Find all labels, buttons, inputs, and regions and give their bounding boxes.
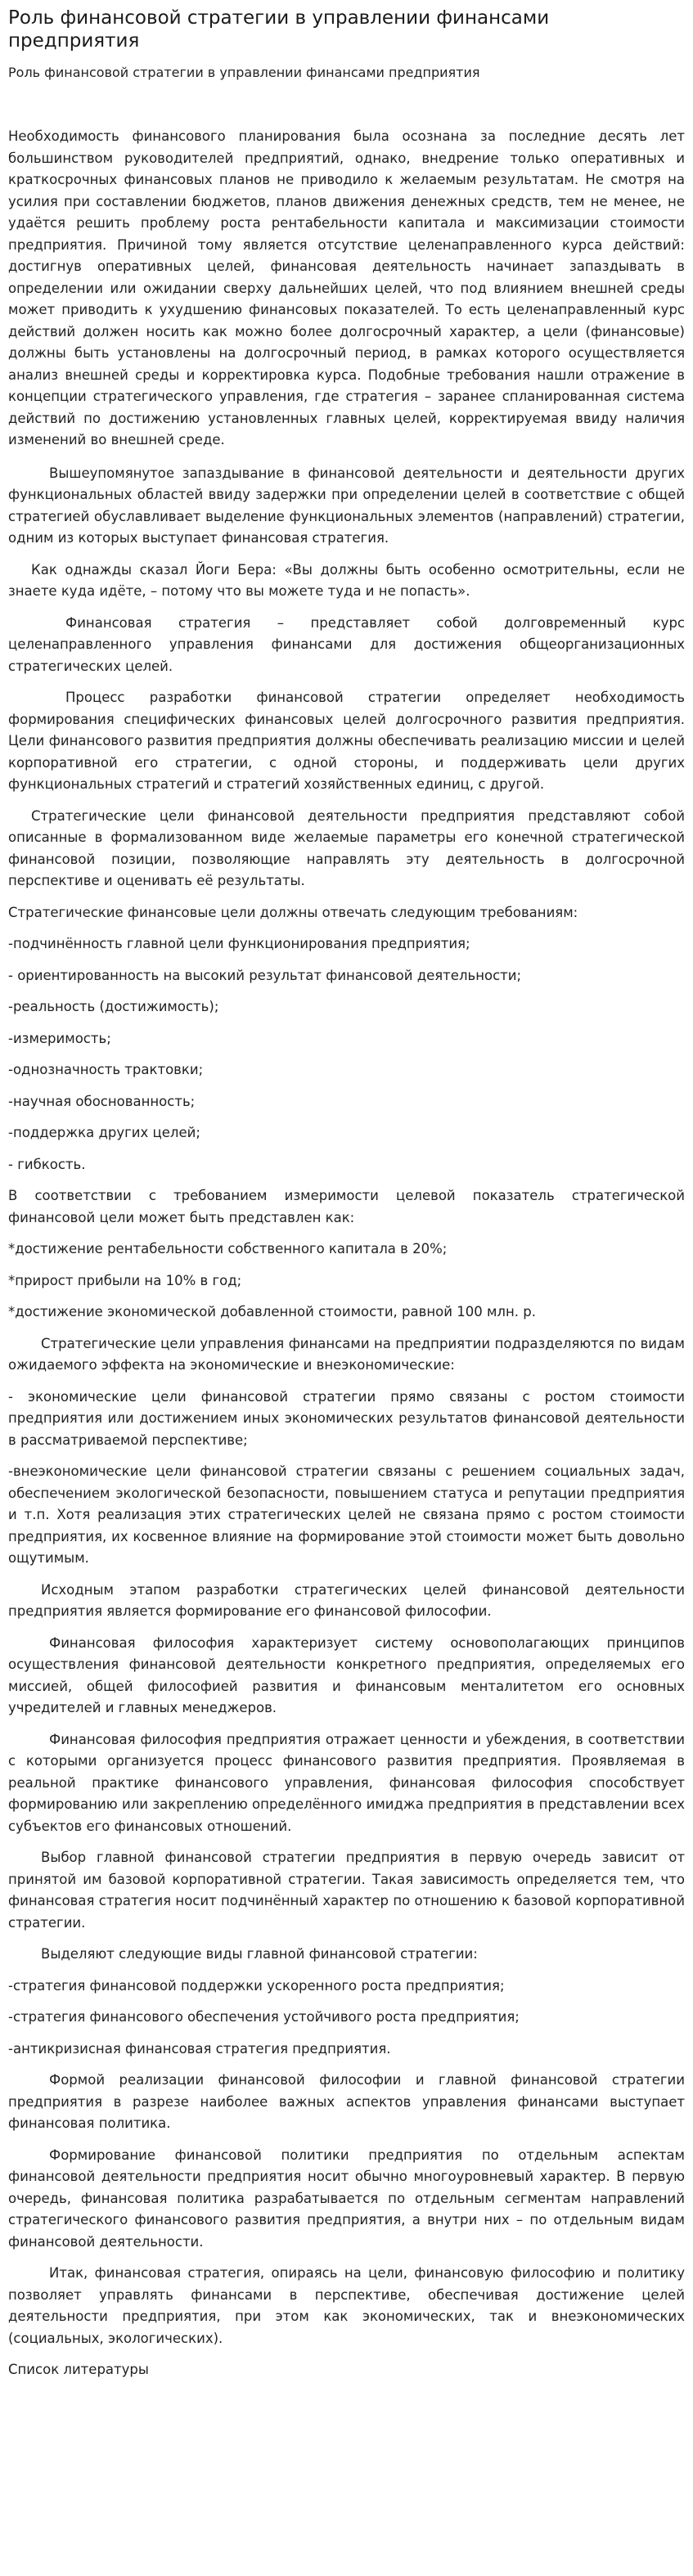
paragraph-quote: Как однажды сказал Йоги Бера: «Вы должны быть особенно осмотрительны, если не знаете куда идёте, – потому что вы можете туда и не попасть». — [8, 561, 685, 599]
list-item: -реальность (достижимость); — [8, 999, 219, 1014]
list-item: -поддержка других целей; — [8, 1125, 200, 1140]
requirements-list — [8, 933, 685, 1176]
paragraph-conclusion: Итак, финансовая стратегия, опираясь на цели, финансовую философию и политику позволяет управлять финансами в перспективе, обеспечивая достижение целей деятельности предприятия, при этом как экономических, так и внеэкономических (социальных, экологических). — [8, 2265, 685, 2346]
list-item: -стратегия финансовой поддержки ускоренного роста предприятия; — [8, 1977, 505, 1994]
list-item: - ориентированность на высокий результат финансовой деятельности; — [8, 967, 522, 983]
paragraph-definition: Финансовая стратегия – представляет собой долговременный курс целенаправленного управления финансами для достижения общеорганизационных стратегических целей. — [8, 614, 685, 674]
strategy-types-list — [8, 1976, 685, 2061]
references-heading: Список литературы — [8, 2362, 149, 2377]
paragraph-requirements-intro: Стратегические финансовые цели должны отвечать следующим требованиям: — [8, 904, 578, 920]
paragraph-strategy-types-intro: Выделяют следующие виды главной финансовой стратегии: — [41, 1946, 478, 1962]
list-item: - гибкость. — [8, 1156, 86, 1172]
paragraph-intro: Необходимость финансового планирования была осознана за последние десять лет большинством руководителей предприятий, однако, внедрение только оперативных и краткосрочных финансовых планов не приводило к желаемым результатам. Не смотря на усилия при составлении бюджетов, планов движения денежных средств, тем не менее, не удаётся решить проблему роста рентабельности капитала и максимизации стоимости предприятия. Причиной тому является отсутствие целенаправленного курса действий: достигнув оперативных целей, финансовая деятельность начинает запаздывать в определении или ожидании сверху дальнейших целей, что под влиянием внешней среды может приводить к ухудшению финансовых показателей. То есть целенаправленный курс действий должен носить как можно более долгосрочный характер, а цели (финансовые) должны быть установлены на долгосрочный период, в рамках которого осуществляется анализ внешней среды и корректировка курса. Подобные требования нашли отражение в концепции стратегического управления, где стратегия – заранее спланированная система действий по достижению установленных главных целей, корректируемая ввиду наличия изменений во внешней среде. — [8, 128, 685, 447]
paragraph-measurability: В соответствии с требованием измеримости целевой показатель стратегической финансовой цели может быть представлен как: — [8, 1188, 685, 1225]
paragraph-goal-types: Стратегические цели управления финансами на предприятии подразделяются по видам ожидаемого эффекта на экономические и внеэкономические: — [8, 1335, 685, 1373]
list-item: -стратегия финансового обеспечения устойчивого роста предприятия; — [8, 2009, 520, 2025]
paragraph-noneconomic-goals: -внеэкономические цели финансовой стратегии связаны с решением социальных задач, обеспечением экологической безопасности, повышением статуса и репутации предприятия и т.п. Хотя реализация этих стратегических целей не связана прямо с ростом стоимости предприятия, их косвенное влияние на формирование этой стоимости может быть довольно ощутимым. — [8, 1463, 685, 1566]
paragraph-strategic-goals: Стратегические цели финансовой деятельности предприятия представляют собой описанные в формализованном виде желаемые параметры его конечной стратегической финансовой позиции, позволяющие направлять эту деятельность в долгосрочной перспективе и оценивать её результаты. — [8, 807, 685, 888]
paragraph-initial-stage: Исходным этапом разработки стратегических целей финансовой деятельности предприятия является формирование его финансовой философии. — [8, 1581, 685, 1619]
paragraph-policy-form: Формой реализации финансовой философии и главной финансовой стратегии предприятия в разрезе наиболее важных аспектов управления финансами выступает финансовая политика. — [8, 2072, 685, 2131]
list-item: *прирост прибыли на 10% в год; — [8, 1272, 242, 1288]
paragraph-process: Процесс разработки финансовой стратегии определяет необходимость формирования специфических финансовых целей долгосрочного развития предприятия. Цели финансового развития предприятия должны обеспечивать реализацию миссии и целей корпоративной его стратегии, с одной стороны, и поддерживать цели других функциональных стратегий и стратегий хозяйственных единиц, с другой. — [8, 690, 685, 792]
paragraph-philosophy-values: Финансовая философия предприятия отражает ценности и убеждения, в соответствии с которыми организуется процесс финансового развития предприятия. Проявляемая в реальной практике финансового управления, финансовая философия способствует формированию или закреплению определённого имиджа предприятия в представлении всех субъектов его финансовых отношений. — [8, 1731, 685, 1834]
list-item: *достижение экономической добавленной стоимости, равной 100 млн. р. — [8, 1304, 536, 1319]
paragraph-policy-formation: Формирование финансовой политики предприятия по отдельным аспектам финансовой деятельности предприятия носит обычно многоуровневый характер. В первую очередь, финансовая политика разрабатывается по отдельным сегментам направлений стратегического финансового развития предприятия, а внутри них – по отдельным видам финансовой деятельности. — [8, 2147, 685, 2250]
paragraph-strategy-choice: Выбор главной финансовой стратегии предприятия в первую очередь зависит от принятой им базовой корпоративной стратегии. Такая зависимость определяется тем, что финансовая стратегия носит подчинённый характер по отношению к базовой корпоративной стратегии. — [8, 1850, 685, 1931]
examples-list — [8, 1239, 685, 1324]
list-item: -однозначность трактовки; — [8, 1062, 204, 1077]
list-item: -подчинённость главной цели функционирования предприятия; — [8, 936, 470, 951]
list-item: -антикризисная финансовая стратегия предприятия. — [8, 2040, 391, 2057]
page-subtitle: Роль финансовой стратегии в управлении финансами предприятия — [8, 65, 480, 80]
page-title: Роль финансовой стратегии в управлении финансами предприятия — [8, 7, 550, 52]
list-item: -научная обоснованность; — [8, 1093, 196, 1109]
paragraph-economic-goals: - экономические цели финансовой стратегии прямо связаны с ростом стоимости предприятия или достижением иных экономических результатов финансовой деятельности в рассматриваемой перспективе; — [8, 1388, 685, 1448]
list-item: *достижение рентабельности собственного капитала в 20%; — [8, 1241, 448, 1257]
paragraph-functional-elements: Вышеупомянутое запаздывание в финансовой деятельности и деятельности других функциональных областей ввиду задержки при определении целей в соответствие с общей стратегией обуславливает выделение функциональных элементов (направлений) стратегии, одним из которых выступает финансовая стратегия. — [8, 465, 685, 546]
paragraph-philosophy: Финансовая философия характеризует систему основополагающих принципов осуществления финансовой деятельности конкретного предприятия, определяемых его миссией, общей философией развития и финансовым менталитетом его основных учредителей и главных менеджеров. — [8, 1634, 685, 1715]
list-item: -измеримость; — [8, 1030, 111, 1046]
